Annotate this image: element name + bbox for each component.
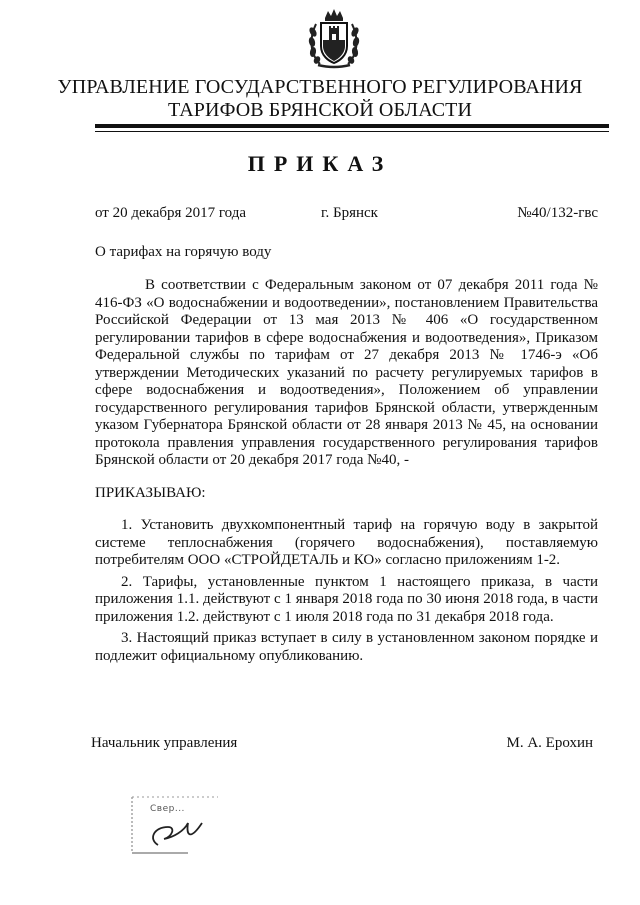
signer-position: Начальник управления: [91, 735, 238, 751]
header-divider-thick: [95, 124, 609, 128]
signature-stamp-icon: [128, 793, 238, 857]
document-date: от 20 декабря 2017 года: [95, 205, 247, 221]
document-title: ПРИКАЗ: [247, 151, 393, 176]
preamble-text: В соответствии с Федеральным законом от 07 декабря 2011 года № 416-ФЗ «О водоснабжении и водоотведении», постановлением Правительства Российской Федерации от 13 мая 2013 № 406 «О государственном регулировании тарифов в сфере водоснабжения и водоотведения», Приказом Федеральной службы по тарифам от 27 декабря 2013 № 1746-э «Об утверждении Методических указаний по расчету регулируемых тарифов в сфере водоснабжения и водоотведения», Положением об управлении государственного регулирования тарифов Брянской области, утвержденным указом Губернатора Брянской области от 28 января 2013 № 45, на основании протокола правления управления государственного регулирования тарифов Брянской области от 20 декабря 2017 года №40, -: [95, 277, 598, 468]
document-subject: О тарифах на горячую воду: [95, 244, 272, 260]
signer-name: М. А. Ерохин: [506, 735, 593, 751]
org-name-line1: УПРАВЛЕНИЕ ГОСУДАРСТВЕННОГО РЕГУЛИРОВАНИЯ: [57, 76, 583, 98]
order-items: [95, 517, 598, 669]
order-word: ПРИКАЗЫВАЮ:: [95, 485, 206, 501]
document-city: г. Брянск: [321, 205, 378, 221]
preamble-paragraph: [95, 277, 598, 470]
order-item-3: 3. Настоящий приказ вступает в силу в установленном законом порядке и подлежит официальному опубликованию.: [95, 630, 598, 664]
order-item-2: 2. Тарифы, установленные пунктом 1 настоящего приказа, в части приложения 1.1. действуют с 1 января 2018 года по 30 июня 2018 года, в части приложения 1.2. действуют с 1 июля 2018 года по 31 декабря 2018 года.: [95, 573, 598, 625]
org-name-line2: ТАРИФОВ БРЯНСКОЙ ОБЛАСТИ: [167, 99, 473, 121]
stamp-text: Свер...: [150, 804, 185, 814]
order-item-1: 1. Установить двухкомпонентный тариф на горячую воду в закрытой системе теплоснабжения (горячего водоснабжения), поставляемую потребителям ООО «СТРОЙДЕТАЛЬ и КО» согласно приложениям 1-2.: [95, 517, 598, 568]
header-divider-thin: [95, 131, 609, 132]
document-number: №40/132-гвс: [517, 205, 598, 221]
coat-of-arms-icon: [306, 8, 362, 70]
